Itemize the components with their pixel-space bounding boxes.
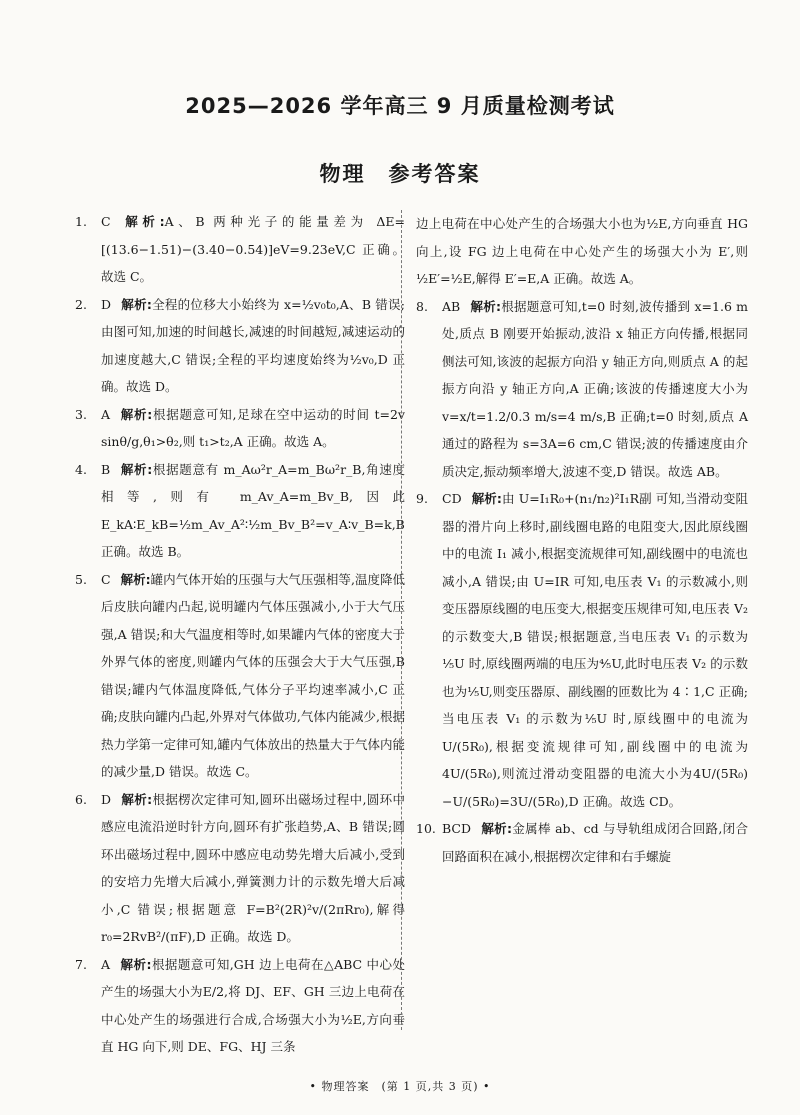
answer-choice: A: [101, 956, 111, 972]
page-subtitle: 物理 参考答案: [319, 162, 481, 186]
answer-item: [75, 401, 405, 456]
analysis-label: 解析:: [470, 298, 501, 314]
analysis-text: 根据楞次定律可知,圆环出磁场过程中,圆环中感应电流沿逆时针方向,圆环有扩张趋势,A、B 错误;圆环出磁场过程中,圆环中感应电动势先增大后减小,受到的安培力先增大后减小,弹簧测力计的示数先增大后减小,C 错误;根据题意 F=B²(2R)²v/(2πRr₀),解得 r₀=2RvB²/(πF),D 正确。故选 D。: [101, 791, 406, 944]
question-number: 10.: [416, 821, 436, 836]
answer-choice: AB: [442, 298, 461, 314]
analysis-label: 解析:: [120, 406, 153, 422]
answer-item: [75, 566, 405, 786]
question-number: 6.: [75, 791, 87, 807]
answer-choice: CD: [442, 491, 462, 506]
answer-item: [75, 951, 405, 1061]
answer-choice: BCD: [442, 821, 472, 836]
right-column: [416, 210, 748, 870]
answer-item: [416, 485, 748, 815]
page-title: 2025—2026 学年高三 9 月质量检测考试: [185, 94, 615, 118]
analysis-label: 解析:: [120, 571, 151, 587]
question-number: 3.: [75, 406, 87, 422]
analysis-label: 解析:: [471, 491, 502, 506]
analysis-label: 解析:: [481, 821, 512, 836]
question-number: 4.: [75, 461, 87, 477]
question-number: 2.: [75, 296, 87, 312]
question-number: 5.: [75, 571, 87, 587]
analysis-text: 根据题意可知,GH 边上电荷在△ABC 中心处产生的场强大小为E/2,将 DJ、EF、GH 三边上电荷在中心处产生的场强进行合成,合场强大小为½E,方向垂直 HG 向下,则 DE、FG、HJ 三条: [101, 956, 405, 1054]
analysis-text: A、B 两种光子的能量差为 ΔE=[(13.6−1.51)−(3.40−0.54)]eV=9.23eV,C 正确。故选 C。: [101, 214, 405, 284]
answer-item: [75, 456, 405, 566]
answer-choice: D: [101, 296, 112, 312]
answer-choice: C: [101, 571, 111, 587]
analysis-text: 根据题意可知,足球在空中运动的时间 t=2v sinθ/g,θ₁>θ₂,则 t₁>t₂,A 正确。故选 A。: [101, 406, 405, 449]
question-number: 7.: [75, 956, 87, 972]
answer-item: [416, 815, 748, 870]
answer-continuation: [416, 210, 748, 293]
answer-choice: B: [101, 461, 111, 477]
analysis-text: 根据题意可知,t=0 时刻,波传播到 x=1.6 m 处,质点 B 刚要开始振动,波沿 x 轴正方向传播,根据同侧法可知,该波的起振方向沿 y 轴正方向,则质点 A 的起振方向沿 y 轴正方向,A 正确;该波的传播速度大小为 v=x/t=1.2/0.3 m/s=4 m/s,B 正确;t=0 时刻,质点 A 通过的路程为 s=3A=6 cm,C 错误;波的传播速度由介质决定,振动频率增大,波速不变,D 错误。故选 AB。: [442, 298, 748, 479]
analysis-label: 解析:: [120, 461, 153, 477]
answer-item: [75, 291, 405, 401]
analysis-label: 解析:: [120, 956, 152, 972]
question-number: 1.: [75, 214, 87, 229]
analysis-text: 全程的位移大小始终为 x=½v₀t₀,A、B 错误;由图可知,加速的时间越长,减速的时间越短,减速运动的加速度越大,C 错误;全程的平均速度始终为½v₀,D 正确。故选 D。: [101, 296, 406, 394]
answer-item: [75, 208, 405, 291]
left-column: [75, 208, 405, 1061]
analysis-text: 边上电荷在中心处产生的合场强大小也为½E,方向垂直 HG 向上,设 FG 边上电荷在中心处产生的场强大小为 E′,则½E′=½E,解得 E′=E,A 正确。故选 A。: [416, 216, 748, 286]
analysis-text: 金属棒 ab、cd 与导轨组成闭合回路,闭合回路面积在减小,根据楞次定律和右手螺旋: [442, 821, 748, 864]
answer-choice: C: [101, 214, 111, 229]
analysis-text: 罐内气体开始的压强与大气压强相等,温度降低后皮肤向罐内凸起,说明罐内气体压强减小,小于大气压强,A 错误;和大气温度相等时,如果罐内气体的密度大于外界气体的密度,则罐内气体的压强会大于大气压强,B 错误;罐内气体温度降低,气体分子平均速率减小,C 正确;皮肤向罐内凸起,外界对气体做功,气体内能减少,根据热力学第一定律可知,罐内气体放出的热量大于气体内能的减少量,D 错误。故选 C。: [101, 571, 405, 779]
answer-item: [416, 293, 748, 486]
question-number: 9.: [416, 491, 428, 506]
answer-choice: A: [101, 406, 111, 422]
analysis-text: 由 U=I₁R₀+(n₁/n₂)²I₁R副 可知,当滑动变阻器的滑片向上移时,副线圈电路的电阻变大,因此原线圈中的电流 I₁ 减小,根据变流规律可知,副线圈中的电流也减小,A 错误;由 U=IR 可知,电压表 V₁ 的示数减小,则变压器原线圈的电压变大,根据变压规律可知,电压表 V₂ 的示数变大,B 错误;根据题意,当电压表 V₁ 的示数为⅕U 时,原线圈两端的电压为⅘U,此时电压表 V₂ 的示数也为⅕U,则变压器原、副线圈的匝数比为 4∶1,C 正确;当电压表 V₁ 的示数为⅕U 时,原线圈中的电流为U/(5R₀),根据变流规律可知,副线圈中的电流为4U/(5R₀),则流过滑动变阻器的电流大小为4U/(5R₀)−U/(5R₀)=3U/(5R₀),D 正确。故选 CD。: [442, 491, 748, 809]
analysis-label: 解析:: [121, 791, 153, 807]
question-number: 8.: [416, 298, 428, 314]
answer-choice: D: [101, 791, 112, 807]
analysis-label: 解析:: [121, 296, 152, 312]
page-footer: • 物理答案 (第 1 页,共 3 页) •: [309, 1080, 491, 1093]
analysis-text: 根据题意有 m_Aω²r_A=m_Bω²r_B,角速度相等,则有 m_Av_A=m_Bv_B,因此 E_kA∶E_kB=½m_Av_A²∶½m_Bv_B²=v_A∶v_B=k,B 正确。故选 B。: [101, 461, 405, 559]
analysis-label: 解析:: [120, 214, 165, 229]
column-divider: [401, 210, 402, 1030]
answer-item: [75, 786, 405, 951]
